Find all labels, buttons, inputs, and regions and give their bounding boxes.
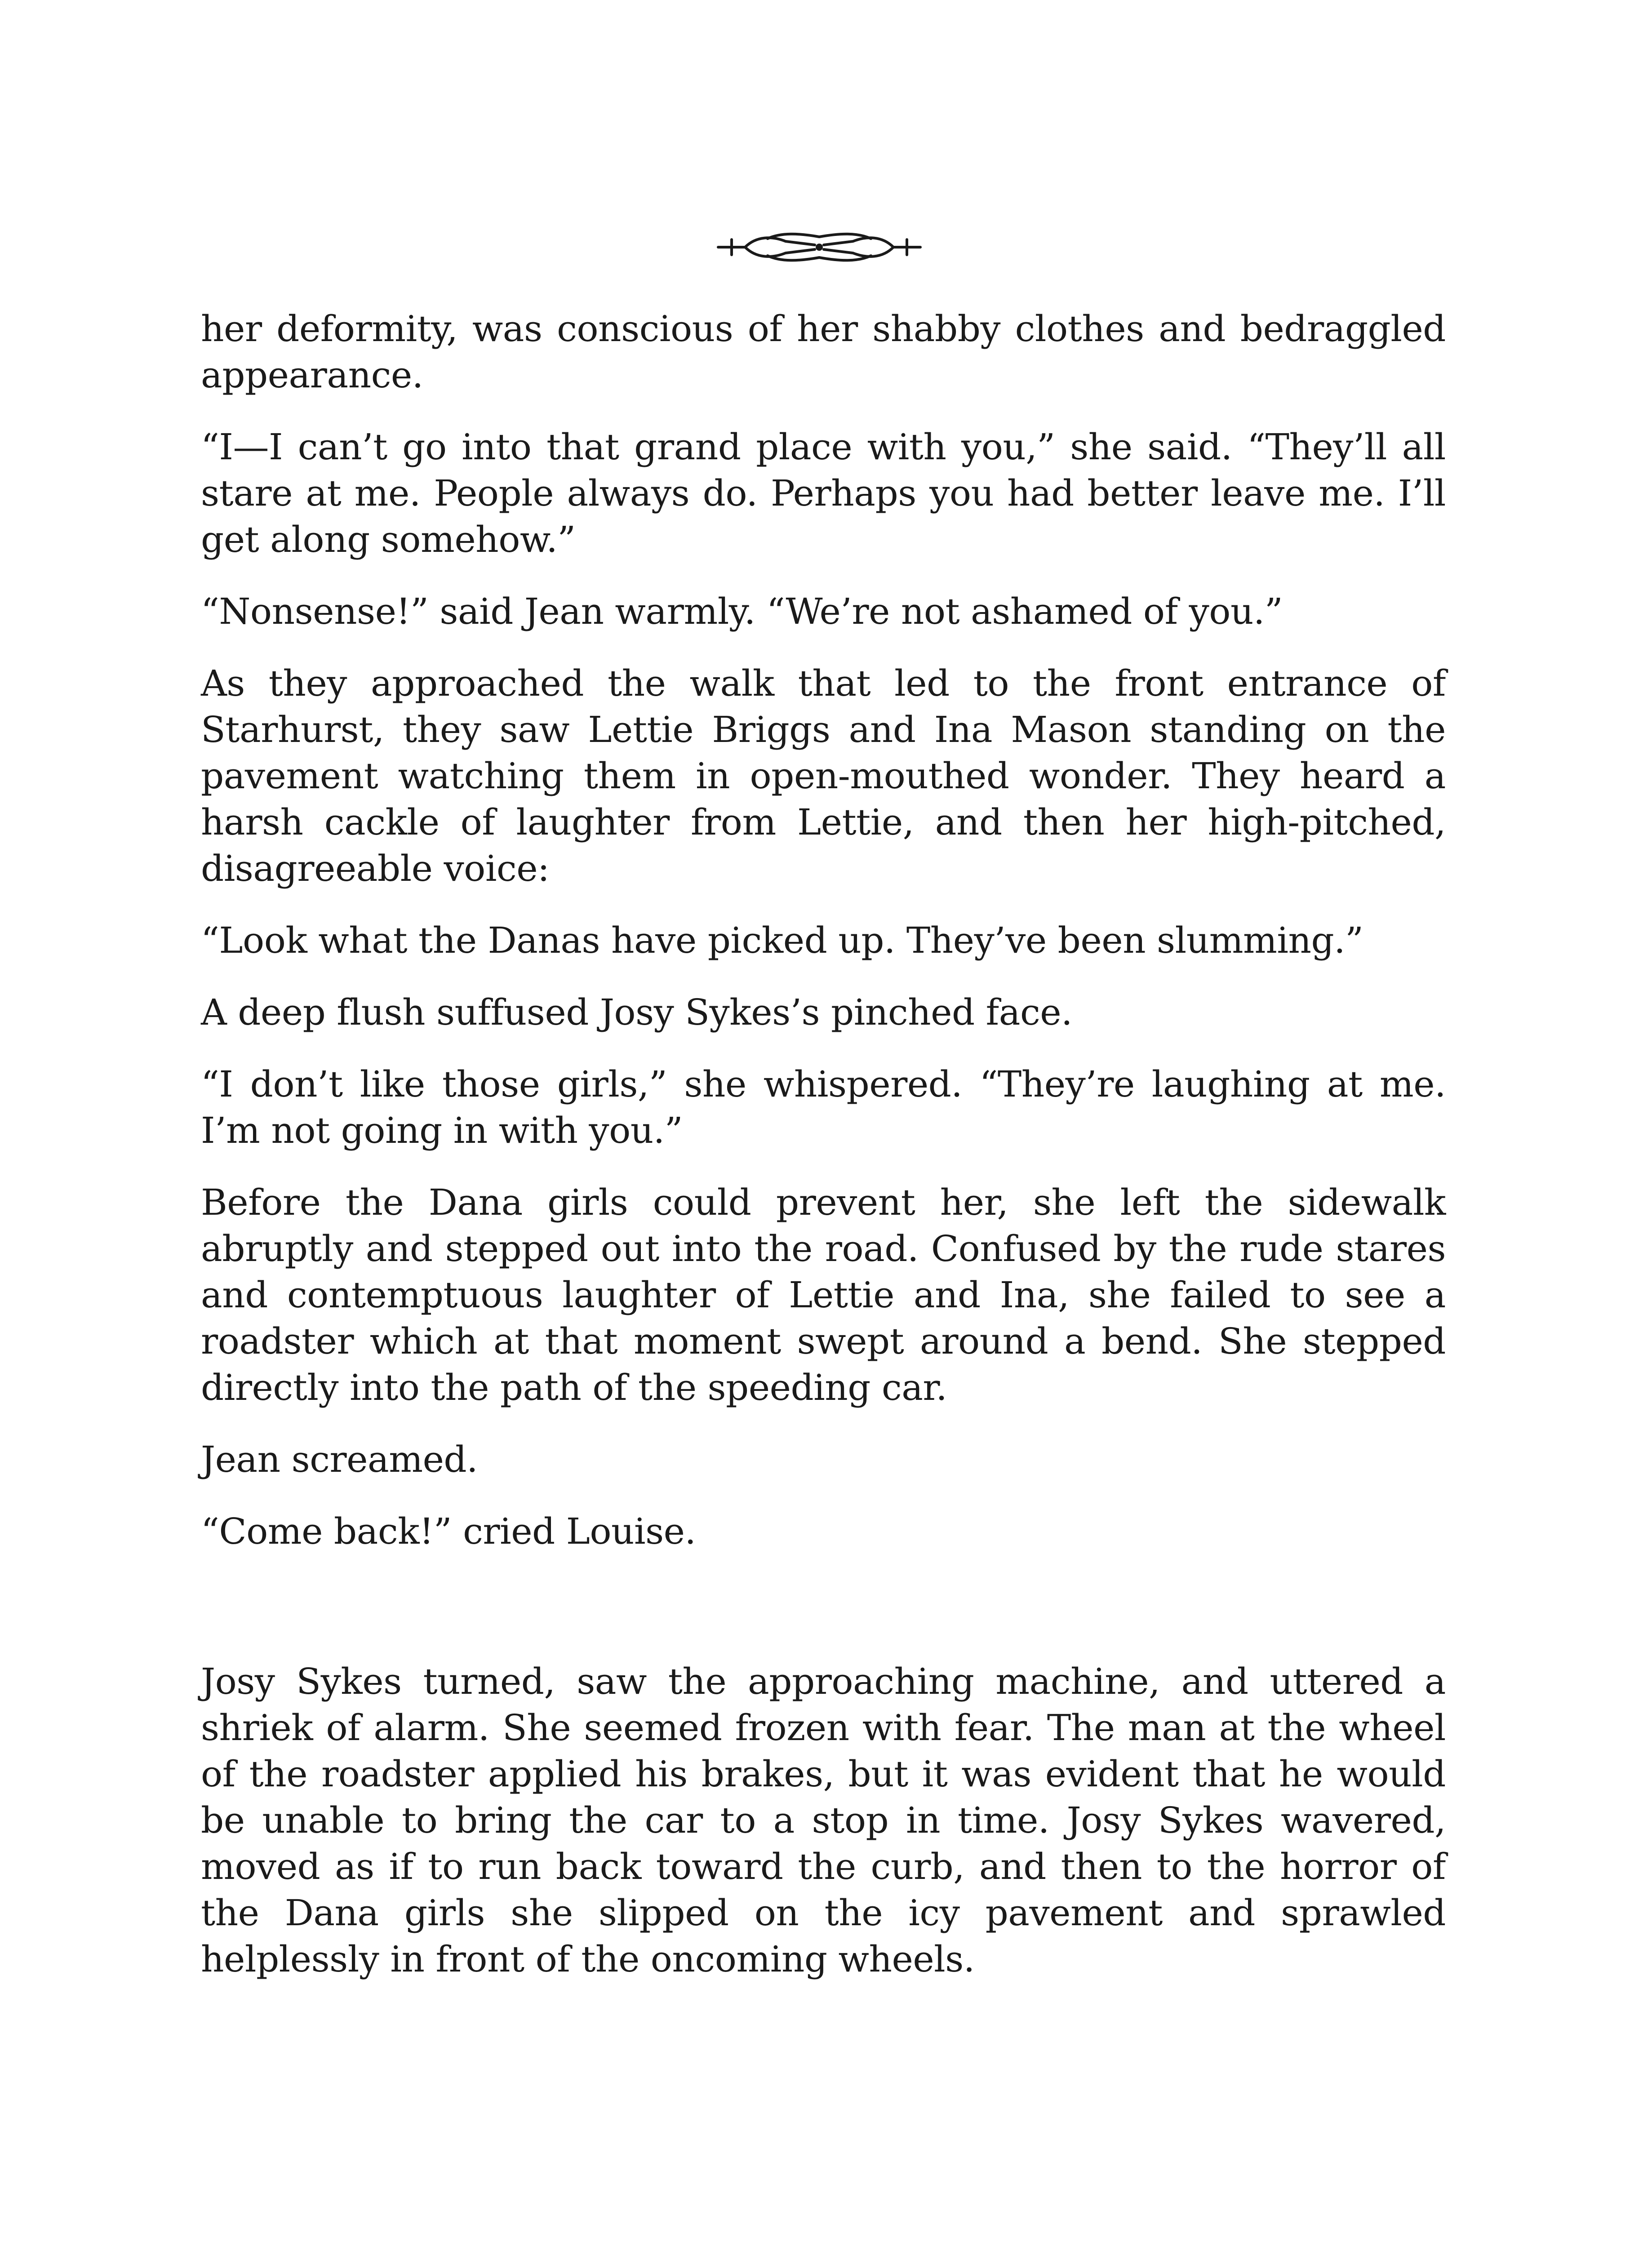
- paragraph: Jean screamed.: [201, 1439, 478, 1480]
- paragraph: “Look what the Danas have picked up. They’ve been slumming.”: [201, 919, 1363, 961]
- paragraph: “Nonsense!” said Jean warmly. “We’re not ashamed of you.”: [201, 591, 1283, 632]
- paragraph: “I—I can’t go into that grand place with you,” she said. “They’ll all stare at me. People always do. Perhaps you had better leave me. I’ll get along somehow.”: [201, 426, 1446, 560]
- paragraph: her deformity, was conscious of her shabby clothes and bedraggled appearance.: [201, 308, 1446, 396]
- paragraph: As they approached the walk that led to the front entrance of Starhurst, they saw Lettie Briggs and Ina Mason standing on the pavement watching them in open-mouthed wonder. They heard a harsh cackle of laughter from Lettie, and then her high-pitched, disagreeable voice:: [201, 662, 1446, 889]
- decorative-flourish-icon: [714, 227, 925, 267]
- paragraph: “I don’t like those girls,” she whispered. “They’re laughing at me. I’m not going in with you.”: [201, 1063, 1446, 1151]
- paragraph: Josy Sykes turned, saw the approaching machine, and uttered a shriek of alarm. She seemed frozen with fear. The man at the wheel of the roadster applied his brakes, but it was evident that he would be unable to bring the car to a stop in time. Josy Sykes wavered, moved as if to run back toward the curb, and then to the horror of the Dana girls she slipped on the icy pavement and sprawled helplessly in front of the oncoming wheels.: [201, 1661, 1446, 1980]
- paragraph: Before the Dana girls could prevent her, she left the sidewalk abruptly and stepped out into the road. Confused by the rude stares and contemptuous laughter of Lettie and Ina, she failed to see a roadster which at that moment swept around a bend. She stepped directly into the path of the speeding car.: [201, 1181, 1446, 1408]
- text-block-upper: [201, 306, 1446, 1580]
- paragraph: A deep flush suffused Josy Sykes’s pinched face.: [201, 991, 1073, 1033]
- text-block-lower: [201, 1658, 1446, 2008]
- paragraph: “Come back!” cried Louise.: [201, 1510, 696, 1552]
